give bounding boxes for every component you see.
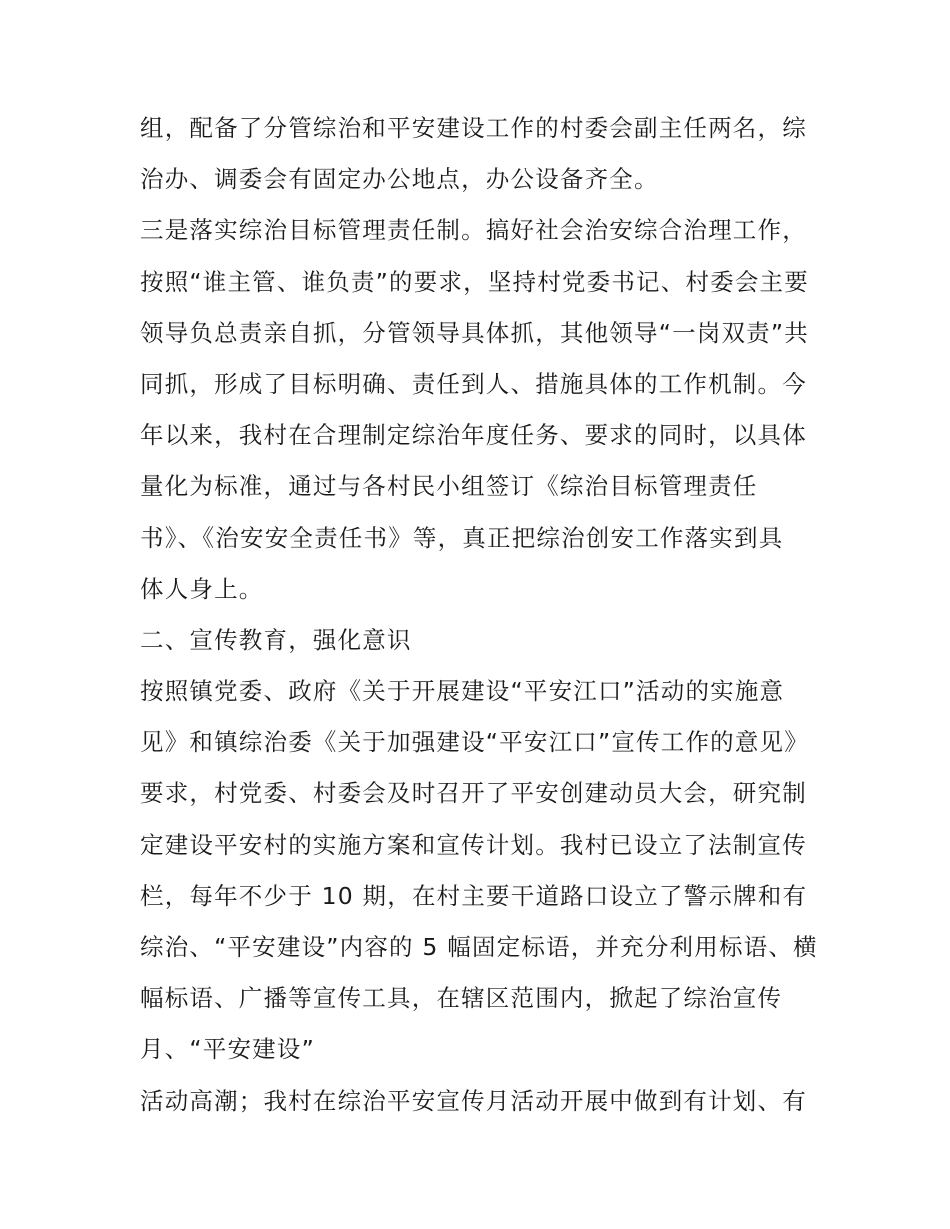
text-line: 活动高潮；我村在综治平安宣传月活动开展中做到有计划、有 <box>140 1086 807 1115</box>
document-body <box>140 103 830 1127</box>
text-line: 书》、《治安安全责任书》等，真正把综治创安工作落实到具 <box>140 523 784 552</box>
text-line: 年以来，我村在合理制定综治年度任务、要求的同时，以具体 <box>140 421 807 450</box>
text-line: 按照“谁主管、谁负责”的要求，坚持村党委书记、村委会主要 <box>140 267 809 296</box>
text-line: 体人身上。 <box>140 574 264 603</box>
text-line: 综治、“平安建设”内容的 5 幅固定标语，并充分利用标语、横 <box>140 933 818 961</box>
text-line: 同抓，形成了目标明确、责任到人、措施具体的工作机制。今 <box>140 369 807 398</box>
section-heading: 二、宣传教育，强化意识 <box>140 625 412 654</box>
text-line: 幅标语、广播等宣传工具，在辖区范围内，掀起了综治宣传 <box>140 984 783 1013</box>
text-line: 栏，每年不少于 10 期，在村主要干道路口设立了警示牌和有 <box>140 881 808 910</box>
text-line: 月、“平安建设” <box>140 1035 315 1064</box>
text-line: 领导负总责亲自抓，分管领导具体抓，其他领导“一岗双责”共 <box>140 318 809 347</box>
text-line: 组，配备了分管综治和平安建设工作的村委会副主任两名，综 <box>140 114 807 142</box>
text-line: 按照镇党委、政府《关于开展建设“平安江口”活动的实施意 <box>140 677 785 706</box>
text-line: 要求，村党委、村委会及时召开了平安创建动员大会，研究制 <box>140 779 807 808</box>
text-line: 定建设平安村的实施方案和宣传计划。我村已设立了法制宣传 <box>140 830 807 859</box>
text-line: 三是落实综治目标管理责任制。搞好社会治安综合治理工作， <box>140 216 807 245</box>
text-line: 见》和镇综治委《关于加强建设“平安江口”宣传工作的意见》 <box>140 728 809 757</box>
text-line: 量化为标准，通过与各村民小组签订《综治目标管理责任 <box>140 472 758 501</box>
text-line: 治办、调委会有固定办公地点，办公设备齐全。 <box>140 165 659 194</box>
